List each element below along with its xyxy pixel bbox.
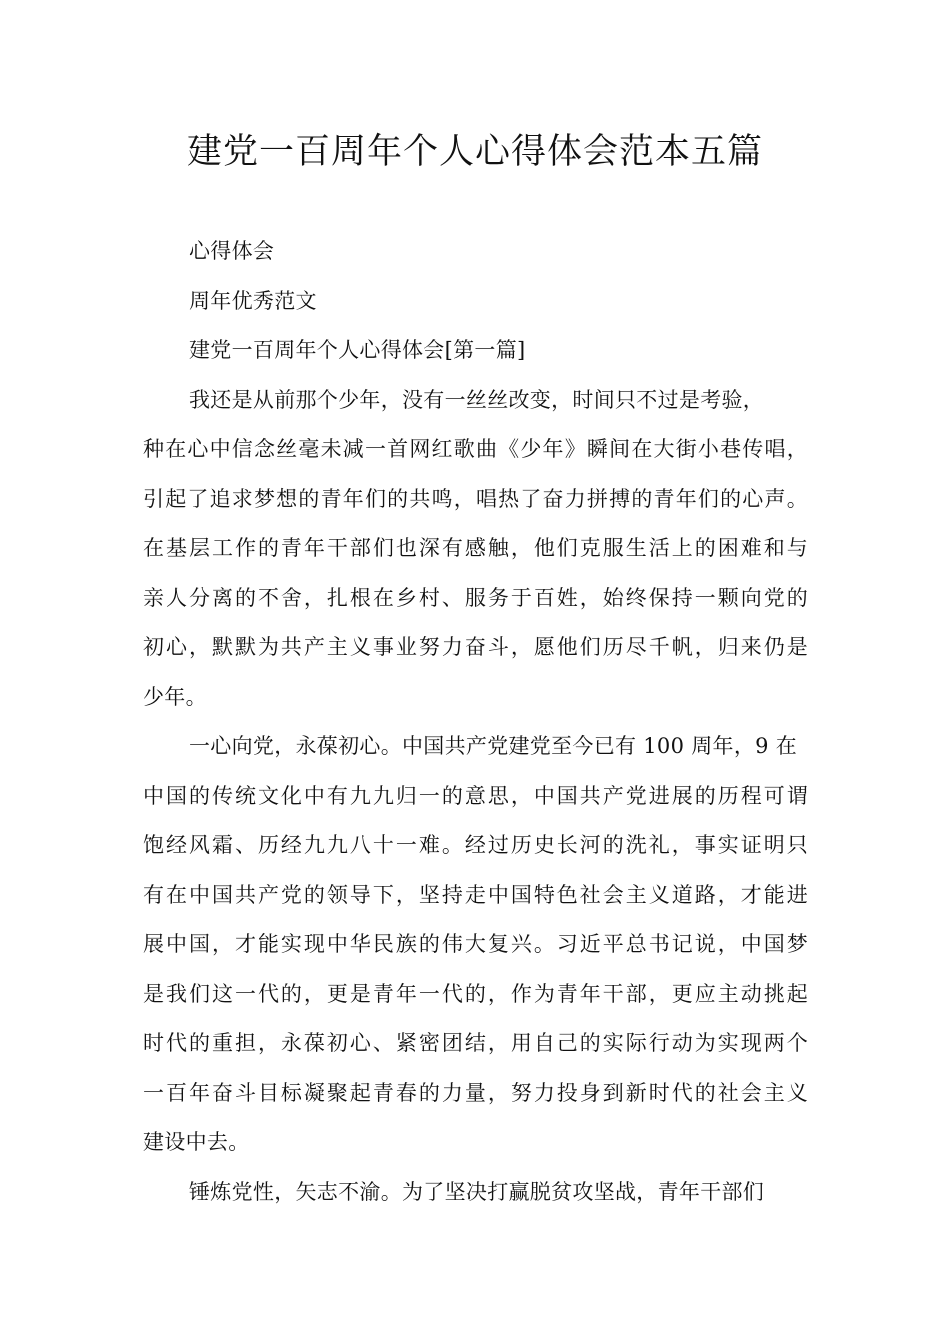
- paragraph-line: 我还是从前那个少年，没有一丝丝改变，时间只不过是考验，: [189, 387, 765, 412]
- paragraph-line: 时代的重担，永葆初心、紧密团结，用自己的实际行动为实现两个: [143, 1031, 808, 1055]
- paragraph-line: 有在中国共产党的领导下，坚持走中国特色社会主义道路，才能进: [143, 882, 808, 907]
- paragraph-line: 亲人分离的不舍，扎根在乡村、服务于百姓，始终保持一颗向党的: [143, 585, 808, 610]
- meta-line: 周年优秀范文: [189, 288, 317, 313]
- paragraph-line: 锤炼党性，矢志不渝。为了坚决打赢脱贫攻坚战，青年干部们: [189, 1179, 765, 1204]
- paragraph-line: 中国的传统文化中有九九归一的意思，中国共产党进展的历程可谓: [143, 783, 808, 808]
- paragraph-1: [143, 376, 808, 723]
- paragraph-line: 初心，默默为共产主义事业努力奋斗，愿他们历尽千帆，归来仍是: [143, 635, 808, 659]
- paragraph-line: 在基层工作的青年干部们也深有感触，他们克服生活上的困难和与: [143, 536, 808, 560]
- paragraph-line: 一心向党，永葆初心。中国共产党建党至今已有 100 周年，9 在: [189, 734, 798, 758]
- paragraph-2: [143, 722, 808, 1168]
- section-heading: 建党一百周年个人心得体会[第一篇]: [189, 338, 526, 362]
- paragraph-line: 饱经风霜、历经九九八十一难。经过历史长河的洗礼，事实证明只: [143, 833, 808, 857]
- paragraph-line: 种在心中信念丝毫未减一首网红歌曲《少年》瞬间在大街小巷传唱，: [143, 437, 808, 461]
- paragraph-line: 是我们这一代的，更是青年一代的，作为青年干部，更应主动挑起: [143, 981, 808, 1006]
- paragraph-line: 建设中去。: [143, 1130, 250, 1154]
- paragraph-line: 一百年奋斗目标凝聚起青春的力量，努力投身到新时代的社会主义: [143, 1080, 808, 1105]
- document-body: [143, 227, 808, 1217]
- paragraph-3: [143, 1168, 808, 1218]
- paragraph-line: 展中国，才能实现中华民族的伟大复兴。习近平总书记说，中国梦: [143, 932, 808, 956]
- document-title: 建党一百周年个人心得体会范本五篇: [186, 132, 763, 172]
- paragraph-line: 引起了追求梦想的青年们的共鸣，唱热了奋力拼搏的青年们的心声。: [143, 486, 808, 511]
- paragraph-line: 少年。: [143, 684, 207, 709]
- meta-line: 心得体会: [189, 239, 275, 263]
